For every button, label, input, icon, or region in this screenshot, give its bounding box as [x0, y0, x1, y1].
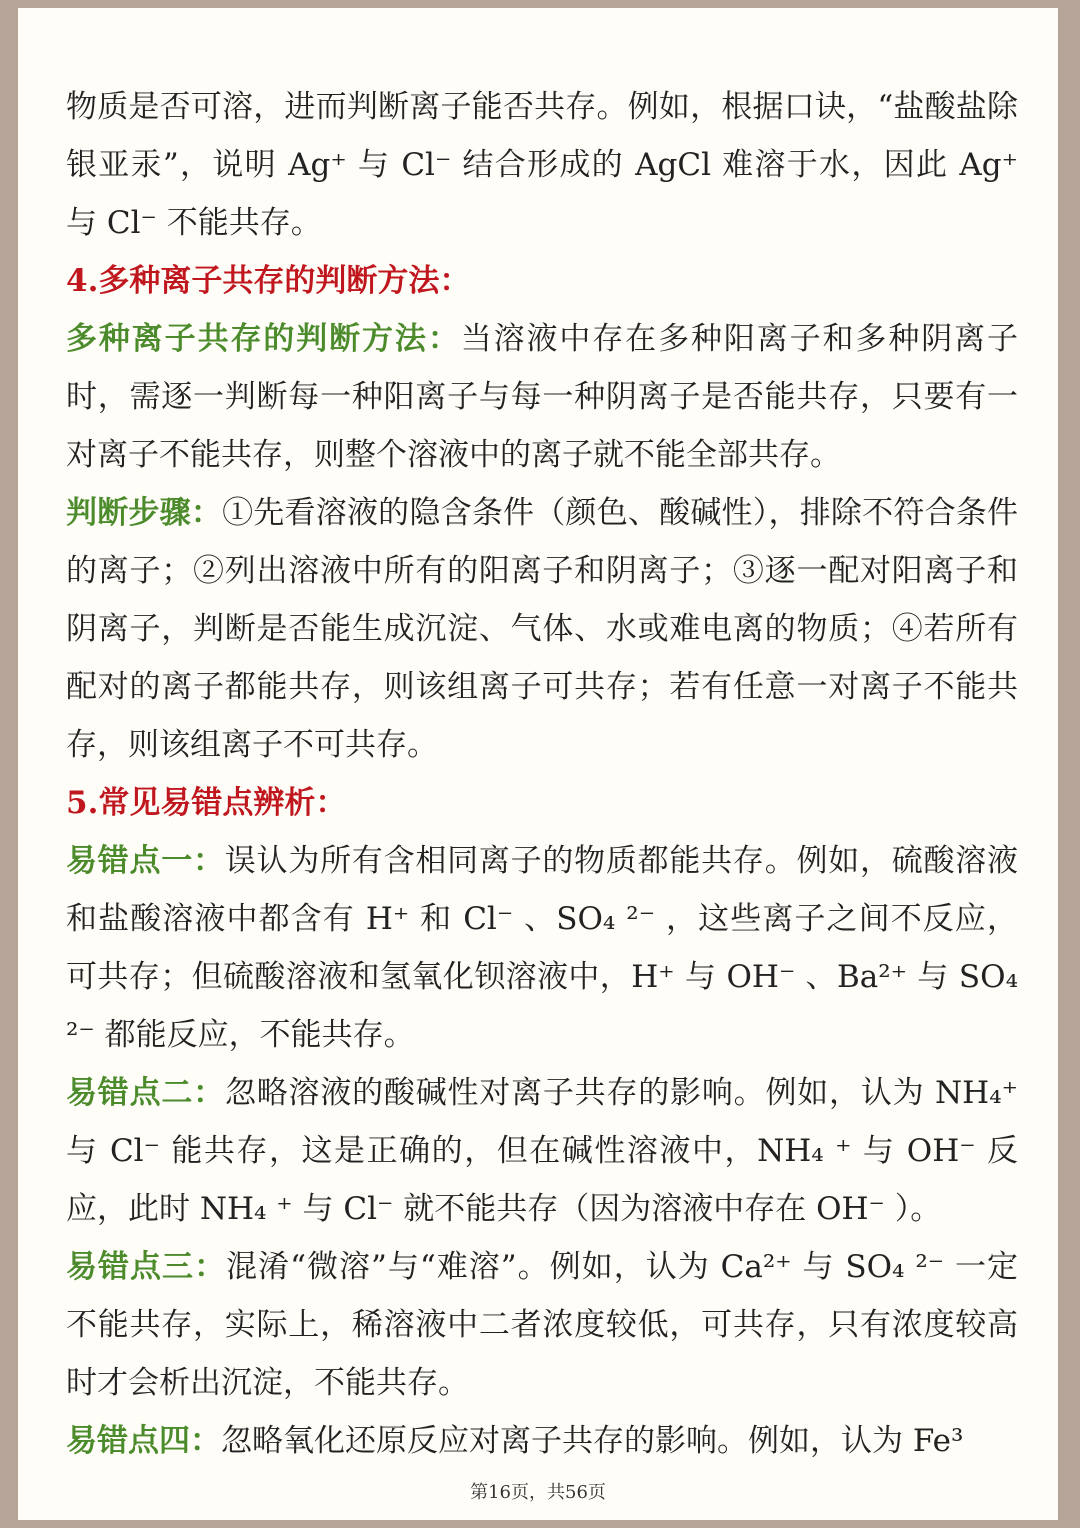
error-point-2	[66, 1064, 1018, 1238]
steps-text: ①先看溶液的隐含条件（颜色、酸碱性），排除不符合条件的离子；②列出溶液中所有的阳离子和阴离子；③逐一配对阳离子和阴离子，判断是否能生成沉淀、气体、水或难电离的物质；④若所有配对的离子都能共存，则该组离子可共存；若有任意一对离子不能共存，则该组离子不可共存。	[66, 495, 1019, 763]
steps-paragraph	[66, 484, 1018, 774]
error-point-4-text: 忽略氧化还原反应对离子共存的影响。例如，认为 Fe³	[221, 1423, 964, 1459]
method-label: 多种离子共存的判断方法：	[66, 321, 461, 357]
error-point-4	[66, 1412, 1018, 1470]
error-point-4-label: 易错点四：	[66, 1423, 221, 1459]
document-page	[18, 8, 1058, 1520]
error-point-1-label: 易错点一：	[66, 843, 225, 879]
intro-paragraph: 物质是否可溶，进而判断离子能否共存。例如，根据口诀，“盐酸盐除银亚汞”，说明 Ag⁺ 与 Cl⁻ 结合形成的 AgCl 难溶于水，因此 Ag⁺ 与 Cl⁻ 不能共存。	[66, 89, 1018, 241]
method-paragraph	[66, 310, 1018, 484]
section-heading-4: 4.多种离子共存的判断方法：	[66, 263, 471, 299]
error-point-1-text: 误认为所有含相同离子的物质都能共存。例如，硫酸溶液和盐酸溶液中都含有 H⁺ 和 Cl⁻ 、SO₄ ²⁻ ，这些离子之间不反应，可共存；但硫酸溶液和氢氧化钡溶液中，H⁺ 与 OH⁻ 、Ba²⁺ 与 SO₄ ²⁻ 都能反应，不能共存。	[66, 843, 1019, 1053]
section-heading-5: 5.常见易错点辨析：	[66, 785, 347, 821]
error-point-1	[66, 832, 1018, 1064]
error-point-3-text: 混淆“微溶”与“难溶”。例如，认为 Ca²⁺ 与 SO₄ ²⁻ 一定不能共存，实际上，稀溶液中二者浓度较低，可共存，只有浓度较高时才会析出沉淀，不能共存。	[66, 1249, 1019, 1401]
document-body	[66, 78, 1018, 1470]
page-number: 第16页，共56页	[470, 1482, 606, 1503]
steps-label: 判断步骤：	[66, 495, 223, 531]
error-point-2-text: 忽略溶液的酸碱性对离子共存的影响。例如，认为 NH₄⁺ 与 Cl⁻ 能共存，这是正确的，但在碱性溶液中，NH₄ ⁺ 与 OH⁻ 反应，此时 NH₄ ⁺ 与 Cl⁻ 就不能共存（因为溶液中存在 OH⁻ ）。	[66, 1075, 1018, 1227]
error-point-3-label: 易错点三：	[66, 1249, 227, 1285]
error-point-3	[66, 1238, 1018, 1412]
error-point-2-label: 易错点二：	[66, 1075, 225, 1111]
method-text: 当溶液中存在多种阳离子和多种阴离子时，需逐一判断每一种阳离子与每一种阴离子是否能共存，只要有一对离子不能共存，则整个溶液中的离子就不能全部共存。	[66, 321, 1019, 473]
